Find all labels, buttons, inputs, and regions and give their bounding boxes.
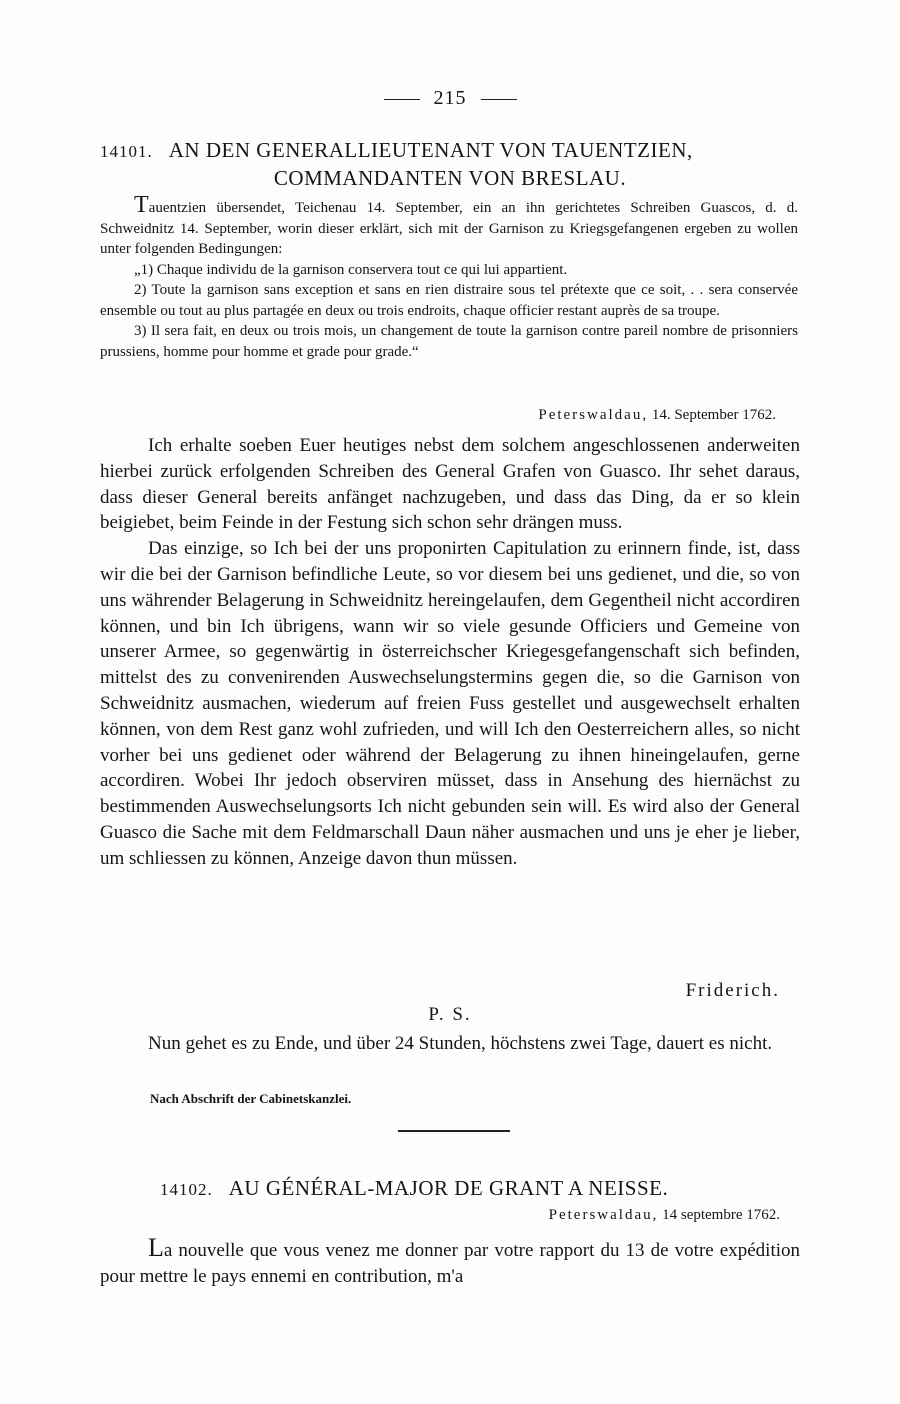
place: Peterswaldau, (548, 1207, 659, 1223)
letter-14102-heading (160, 1175, 800, 1203)
signature: Friderich. (685, 980, 780, 1001)
letter-14102-body (100, 1235, 800, 1290)
condition-1: „1) Chaque individu de la garnison conservera tout ce qui lui appartient. (134, 261, 568, 278)
ps-label: P. S. (428, 1004, 472, 1025)
letter-14101-heading-line2: COMMANDANTEN VON BRESLAU. (273, 166, 627, 190)
letter-14102-place-date (549, 1207, 780, 1224)
letter-14101-heading (100, 137, 800, 191)
letter-14101-number: 14101. (100, 142, 153, 161)
letter-14101-body (100, 433, 800, 872)
letter-14101-place-date (538, 407, 776, 424)
paragraph-2: Das einzige, so Ich bei der uns proponirten Capitulation zu erinnern finde, ist, dass wir die bei der Garnison befindliche Leute, so vor diesem bei uns gedienet, und die, so von uns währender Belagerung in Schweidnitz hereingelaufen, dem Gegentheil nicht accordiren können, und bin Ich übrigens, wann wir so viele gesunde Officiers und Gemeine von unserer Armee, so gegenwärtig in österreichscher Kriegesgefangenschaft sich befinden, mittelst des zu convenirenden Auswechselungstermins gegen die, so die Garnison von Schweidnitz ausmachen, wiederum auf freien Fuss gestellet und ausgewechselt erhalten können, von dem Rest ganz wohl zufrieden, und will Ich den Oesterreichern alles, so nicht vorher bei uns gedienet oder während der Belagerung zu ihnen hineingelaufen, gerne accordiren. Wobei Ihr jedoch observiren müsset, dass in Ansehung des hiernächst zu bestimmenden Auswechselungsorts Ich nicht gebunden sein will. Es wird also der General Guasco die Sache mit dem Feldmarschall Daun näher ausmachen und uns je eher je lieber, um schliessen zu können, Anzeige davon thun müssen. (100, 538, 800, 869)
page-number-dash-left (384, 99, 420, 100)
letter-14102-text-body: a nouvelle que vous venez me donner par votre rapport du 13 de votre expédition pour mettre le pays ennemi en contribution, m'a (100, 1240, 800, 1287)
ps-body (100, 1031, 800, 1057)
letter-14102-initial: L (148, 1233, 164, 1262)
date: 14. September 1762. (651, 407, 776, 423)
section-divider (398, 1130, 510, 1132)
letter-14102-number: 14102. (160, 1180, 213, 1199)
page-number-dash-right (481, 99, 517, 100)
source-note: Nach Abschrift der Cabinetskanzlei. (150, 1091, 352, 1106)
letter-14102-text (100, 1235, 800, 1290)
condition-2: 2) Toute la garnison sans exception et sans en rien distraire sous tel prétexte que ce soit, . . sera conservée ensemble ou tout au plus partagée en deux ou trois endroits, chaque officier restant auprès de sa troupe. (100, 282, 798, 319)
summary-initial: T (134, 192, 149, 218)
letter-14102-heading-text: AU GÉNÉRAL-MAJOR DE GRANT A NEISSE. (228, 1176, 669, 1200)
letter-14101-heading-line1: AN DEN GENERALLIEUTENANT VON TAUENTZIEN, (168, 138, 693, 162)
paragraph-1: Ich erhalte soeben Euer heutiges nebst dem solchem angeschlossenen anderweiten hierbei zurück erfolgenden Schreiben des General Grafen von Guasco. Ihr sehet daraus, dass dieser General bereits anfänget nachzugeben, und dass das Ding, da er so klein beigiebet, beim Feinde in der Festung sich schon sehr drängen muss. (100, 435, 800, 534)
condition-3: 3) Il sera fait, en deux ou trois mois, un changement de toute la garnison contre pareil nombre de prisonniers prussiens, homme pour homme et grade pour grade.“ (100, 323, 798, 360)
date: 14 septembre 1762. (662, 1207, 780, 1223)
ps-text: Nun gehet es zu Ende, und über 24 Stunden, höchstens zwei Tage, dauert es nicht. (148, 1033, 773, 1054)
summary-intro-text: auentzien übersendet, Teichenau 14. September, ein an ihn gerichtetes Schreiben Guascos, d. d. Schweidnitz 14. September, worin dieser erklärt, sich mit der Garnison zu Kriegsgefangenen ergeben zu wollen unter folgenden Bedingungen: (100, 200, 798, 257)
place: Peterswaldau, (538, 407, 649, 423)
page-number: 215 (433, 87, 467, 109)
letter-14101-summary (100, 192, 798, 362)
page-header (0, 87, 900, 110)
summary-intro (100, 192, 798, 260)
